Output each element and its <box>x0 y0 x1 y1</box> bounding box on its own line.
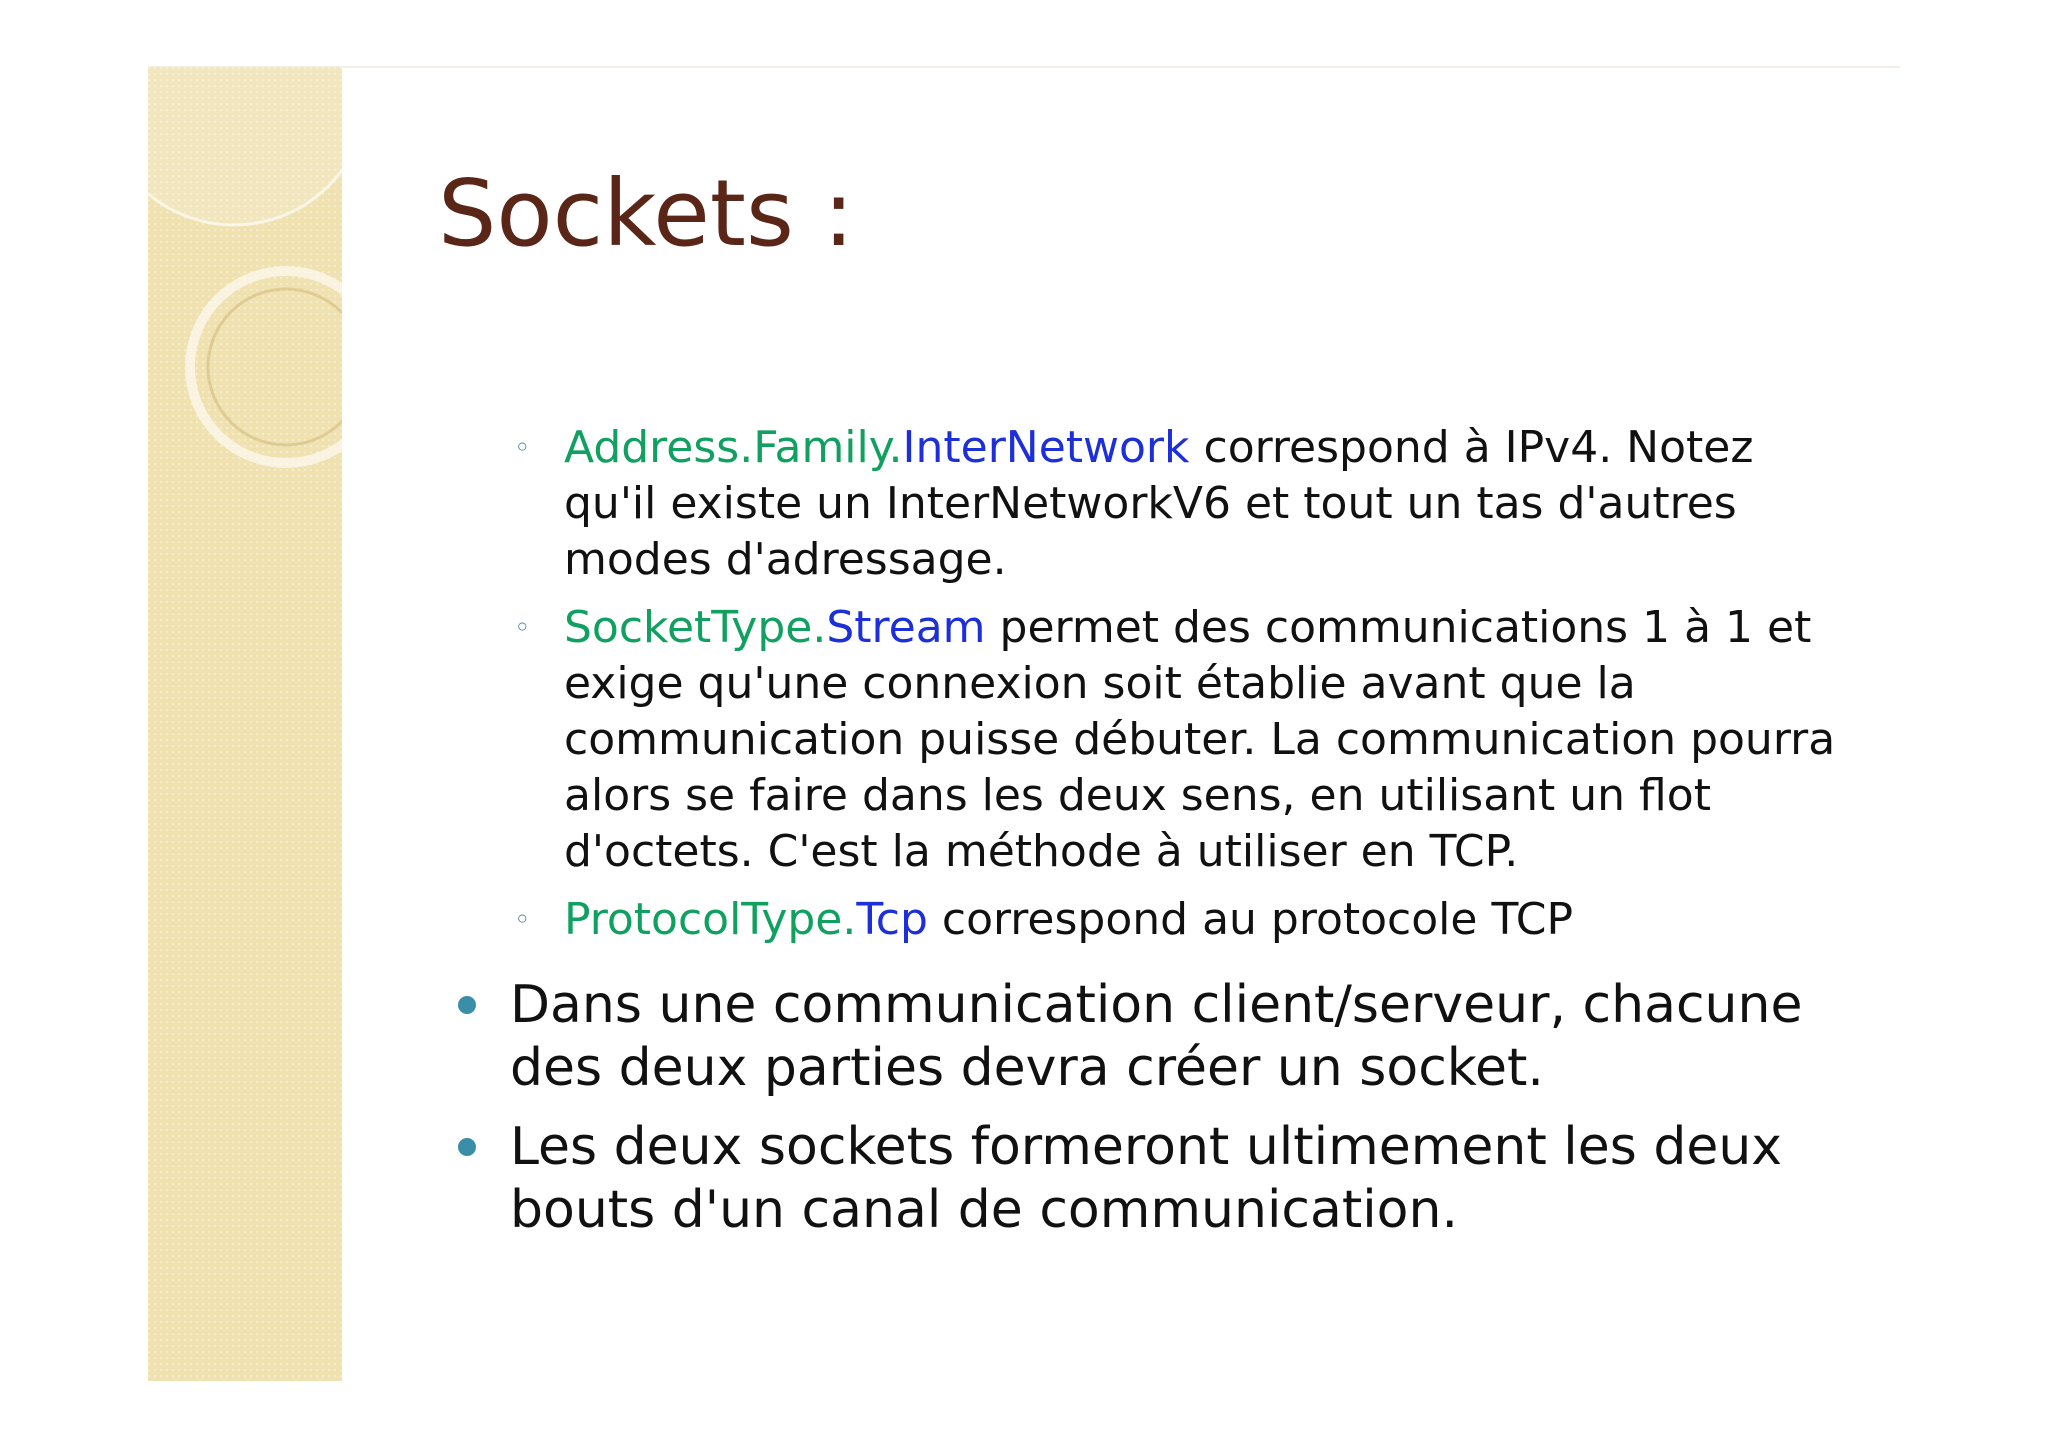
sub-bullet-list <box>514 420 1854 960</box>
keyword-prefix: ProtocolType. <box>564 894 857 945</box>
list-item <box>514 600 1854 880</box>
bullet-text: permet des communications 1 à 1 et exige qu'une connexion soit établie avant que la communication puisse débuter. La communication pourra alors se faire dans les deux sens, en utilisant un flot d'octets. C'est la méthode à utiliser en TCP. <box>564 602 1836 877</box>
filled-circle-bullet-icon <box>458 1138 476 1156</box>
keyword-member: Stream <box>826 602 986 653</box>
top-divider <box>148 66 1900 68</box>
filled-circle-bullet-icon <box>458 996 476 1014</box>
bullet-text: correspond à IPv4. Notez qu'il existe un InterNetworkV6 et tout un tas d'autres modes d'adressage. <box>564 422 1754 585</box>
bullet-text: Les deux sockets formeront ultimement les deux bouts d'un canal de communication. <box>510 1117 1783 1240</box>
keyword-prefix: Address.Family. <box>564 422 903 473</box>
hollow-circle-bullet-icon: ◦ <box>514 431 531 464</box>
hollow-circle-bullet-icon: ◦ <box>514 903 531 936</box>
bullet-text: correspond au protocole TCP <box>927 894 1574 945</box>
hollow-circle-bullet-icon: ◦ <box>514 611 531 644</box>
keyword-prefix: SocketType. <box>564 602 827 653</box>
list-item <box>458 974 1858 1100</box>
keyword-member: Tcp <box>856 894 928 945</box>
slide-title: Sockets : <box>438 160 855 267</box>
list-item <box>458 1116 1858 1242</box>
main-bullet-list <box>458 974 1858 1258</box>
decorative-side-band <box>148 67 342 1381</box>
keyword-member: InterNetwork <box>902 422 1190 473</box>
list-item <box>514 420 1854 588</box>
list-item <box>514 892 1854 948</box>
decorative-circles <box>148 67 342 1381</box>
bullet-text: Dans une communication client/serveur, chacune des deux parties devra créer un socket. <box>510 975 1803 1098</box>
